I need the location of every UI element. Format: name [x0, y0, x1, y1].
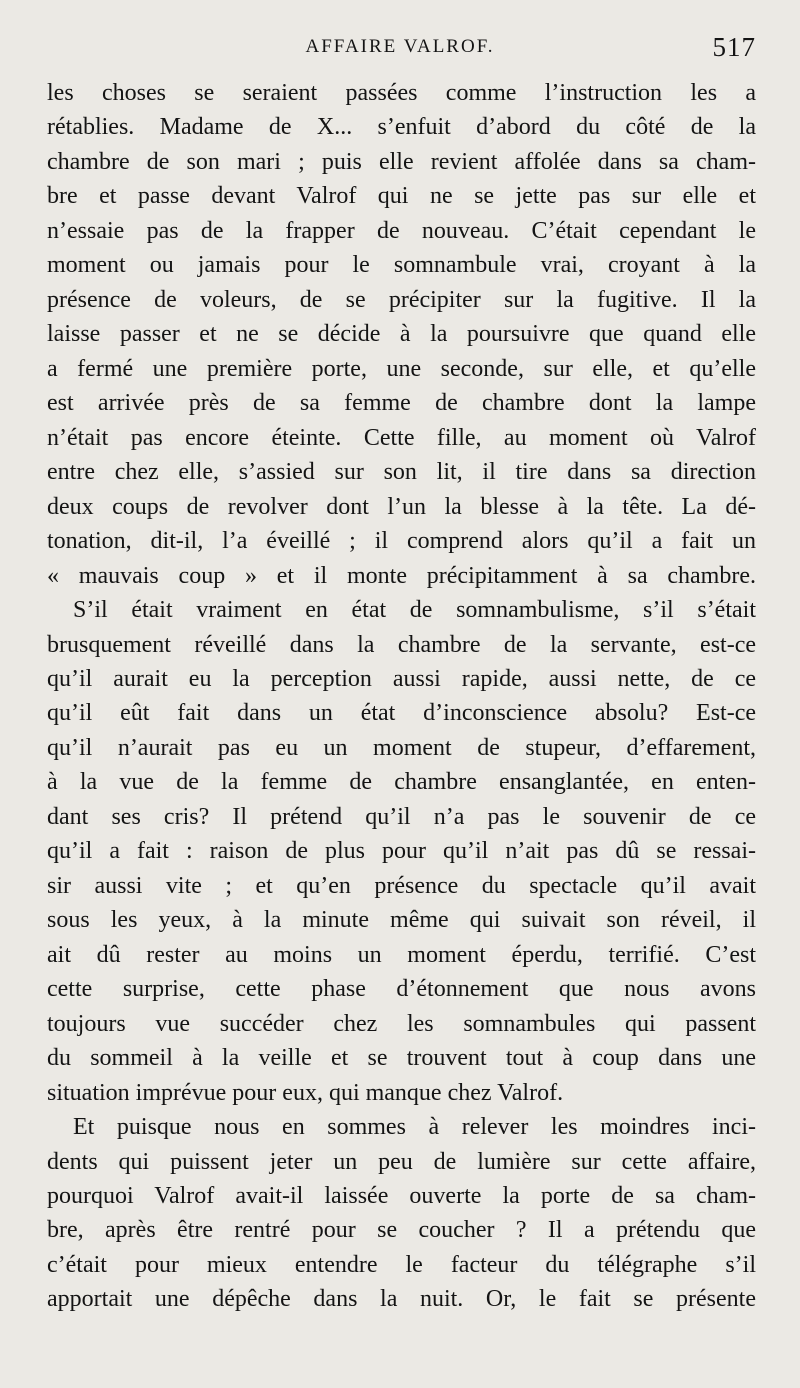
text-line: qu’il eût fait dans un état d’inconscience absolu? Est-ce: [47, 700, 756, 727]
running-title: AFFAIRE VALROF.: [305, 36, 495, 57]
page-header: [0, 32, 800, 66]
text-line: brusquement réveillé dans la chambre de la servante, est-ce: [47, 631, 756, 658]
text-line: deux coups de revolver dont l’un la blesse à la tête. La dé-: [47, 493, 756, 520]
text-line: du sommeil à la veille et se trouvent tout à coup dans une: [47, 1045, 756, 1072]
text-line: dant ses cris? Il prétend qu’il n’a pas le souvenir de ce: [47, 803, 756, 830]
body-text: [47, 76, 756, 1317]
paragraph-first-line: S’il était vraiment en état de somnambulisme, s’il s’était: [73, 597, 756, 624]
text-line: sir aussi vite ; et qu’en présence du spectacle qu’il avait: [47, 872, 756, 899]
text-line: dents qui puissent jeter un peu de lumière sur cette affaire,: [47, 1148, 756, 1175]
paragraph-first-line: Et puisque nous en sommes à relever les moindres inci-: [73, 1114, 756, 1141]
text-line: est arrivée près de sa femme de chambre dont la lampe: [47, 390, 756, 417]
page-number: 517: [712, 32, 756, 62]
text-line: présence de voleurs, de se précipiter sur la fugitive. Il la: [47, 286, 756, 313]
text-line: n’essaie pas de la frapper de nouveau. C’était cependant le: [47, 217, 756, 244]
text-line: entre chez elle, s’assied sur son lit, il tire dans sa direction: [47, 459, 756, 486]
text-line: laisse passer et ne se décide à la poursuivre que quand elle: [47, 321, 756, 348]
text-line: tonation, dit-il, l’a éveillé ; il comprend alors qu’il a fait un: [47, 528, 756, 555]
text-line: c’était pour mieux entendre le facteur du télégraphe s’il: [47, 1251, 756, 1278]
text-line: n’était pas encore éteinte. Cette fille, au moment où Valrof: [47, 424, 756, 451]
text-line: ait dû rester au moins un moment éperdu, terrifié. C’est: [47, 941, 756, 968]
text-line: pourquoi Valrof avait-il laissée ouverte la porte de sa cham-: [47, 1183, 756, 1209]
text-line: toujours vue succéder chez les somnambules qui passent: [47, 1010, 756, 1037]
text-line: bre, après être rentré pour se coucher ? Il a prétendu que: [47, 1217, 756, 1244]
text-line: bre et passe devant Valrof qui ne se jette pas sur elle et: [47, 183, 756, 210]
text-line: chambre de son mari ; puis elle revient affolée dans sa cham-: [47, 148, 756, 175]
text-line: moment ou jamais pour le somnambule vrai, croyant à la: [47, 252, 756, 279]
text-line: a fermé une première porte, une seconde, sur elle, et qu’elle: [47, 355, 756, 382]
text-line: qu’il n’aurait pas eu un moment de stupeur, d’effarement,: [47, 734, 756, 761]
text-line: apportait une dépêche dans la nuit. Or, le fait se présente: [47, 1286, 756, 1313]
text-line: qu’il aurait eu la perception aussi rapide, aussi nette, de ce: [47, 665, 756, 692]
text-line: qu’il a fait : raison de plus pour qu’il n’ait pas dû se ressai-: [47, 838, 756, 865]
text-line: à la vue de la femme de chambre ensanglantée, en enten-: [47, 769, 756, 796]
text-line: sous les yeux, à la minute même qui suivait son réveil, il: [47, 907, 756, 934]
text-line: cette surprise, cette phase d’étonnement que nous avons: [47, 976, 756, 1003]
text-line: « mauvais coup » et il monte précipitamment à sa chambre.: [47, 562, 756, 589]
text-line: les choses se seraient passées comme l’instruction les a: [47, 80, 756, 106]
text-line: rétablies. Madame de X... s’enfuit d’abord du côté de la: [47, 114, 756, 141]
paragraph-last-line: situation imprévue pour eux, qui manque chez Valrof.: [47, 1079, 564, 1106]
